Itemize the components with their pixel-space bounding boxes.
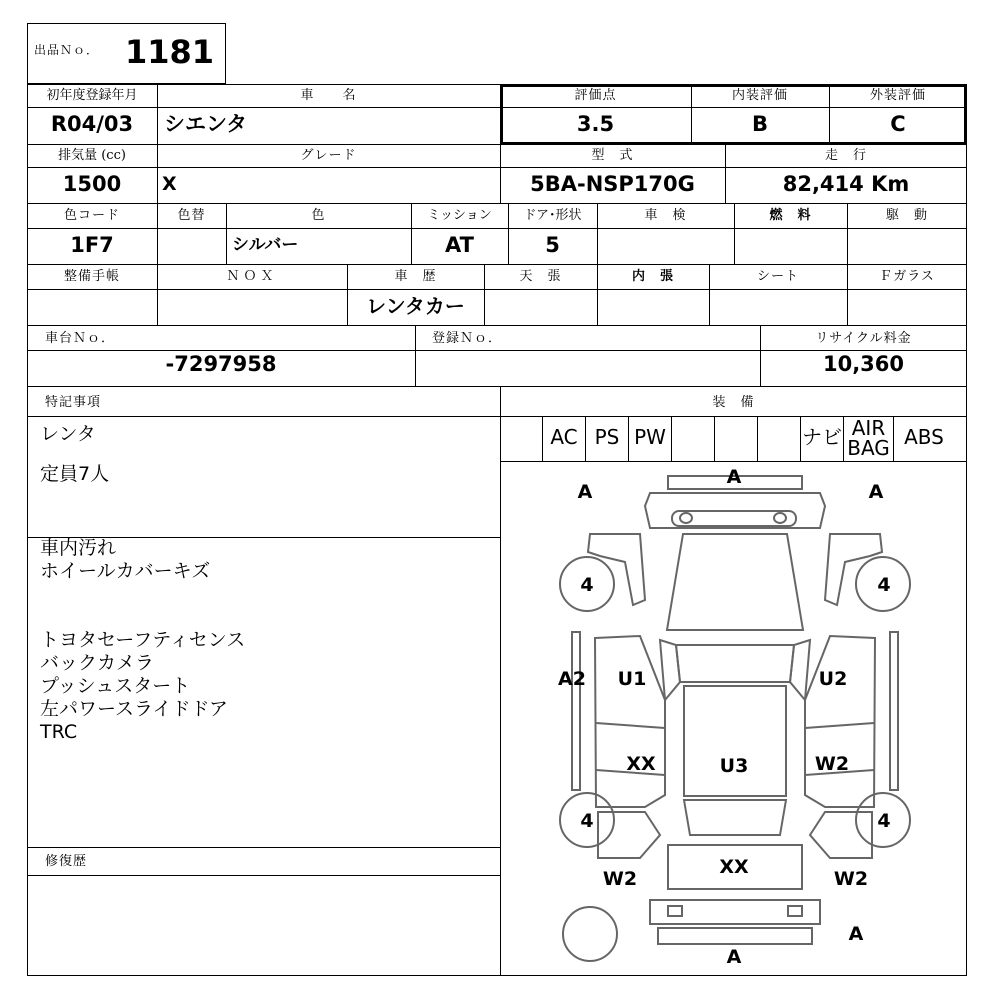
model-value: 5BA-NSP170G (530, 172, 695, 196)
service-book-label: 整備手帳 (63, 269, 120, 284)
exterior-score-label: 外装評価 (869, 88, 926, 103)
equipment-cell (672, 416, 715, 461)
mark-tire-fl: 4 (580, 574, 594, 596)
special-note-1: レンタ (40, 423, 96, 445)
repair-history-label: 修復歴 (45, 854, 88, 869)
car-name-value: シエンタ (164, 112, 248, 136)
grade-value: X (162, 173, 177, 195)
equipment-row (500, 416, 967, 461)
special-note-line: トヨタセーフティセンス (40, 629, 246, 651)
car-damage-diagram (500, 461, 966, 975)
equipment-cell: ナビ (801, 416, 844, 461)
special-note-line: TRC (40, 721, 78, 743)
color-label: 色 (311, 208, 326, 223)
mark-roof: U3 (719, 755, 749, 777)
displacement-value: 1500 (62, 172, 122, 196)
equipment-cell (715, 416, 758, 461)
drive-label: 駆 動 (885, 208, 928, 223)
rear-window-outline (684, 800, 786, 835)
color-code-value: 1F7 (70, 233, 114, 257)
history-value: レンタカー (366, 294, 465, 318)
transmission-label: ミッション (427, 208, 492, 223)
recycle-label: リサイクル料金 (815, 331, 912, 346)
mark-pillar-left: A2 (558, 668, 586, 690)
equipment-cell: ABS (904, 425, 944, 449)
interior-trim-label: 内 張 (631, 269, 674, 284)
mark-rear-glass: XX (719, 856, 749, 878)
equipment-cell: PS (586, 416, 629, 461)
interior-score-label: 内装評価 (731, 88, 788, 103)
mileage-label: 走 行 (824, 148, 867, 163)
reg-no-label: 登録Ｎｏ． (432, 331, 503, 346)
mileage-value: 82,414 Km (782, 172, 910, 196)
car-name-label: 車 名 (300, 88, 357, 103)
special-note-line: プッシュスタート (40, 675, 191, 697)
mark-right-rear-door: W2 (814, 753, 850, 775)
mark-rear-right-fender: W2 (833, 868, 869, 890)
mark-tire-rl: 4 (580, 810, 594, 832)
model-label: 型 式 (591, 148, 634, 163)
color-code-label: 色コード (63, 208, 120, 223)
doors-value: 5 (545, 233, 560, 257)
mark-tire-rr: 4 (877, 810, 891, 832)
first-reg-label: 初年度登録年月 (46, 88, 138, 103)
spare-tire (563, 907, 617, 961)
equipment-cell: AIR BAG (844, 416, 894, 461)
left-side-outline (595, 636, 665, 807)
special-note-line: バックカメラ (40, 652, 155, 674)
hood-outline (667, 534, 803, 630)
equipment-cell: AC (543, 416, 586, 461)
history-label: 車 歴 (394, 269, 437, 284)
first-reg-value: R04/03 (50, 112, 134, 136)
mark-front-right-corner: A (868, 481, 884, 503)
displacement-label: 排気量 (cc) (58, 148, 126, 163)
color-value: シルバー (232, 235, 299, 255)
inspection-label: 車 検 (644, 208, 687, 223)
special-note-line: ホイールカバーキズ (40, 560, 211, 582)
equipment-cell: PW (629, 416, 672, 461)
score-value: 3.5 (576, 112, 615, 136)
doors-label: ドア･形状 (523, 208, 582, 223)
special-note-line: 車内汚れ (40, 537, 117, 559)
fuel-label: 燃 料 (769, 208, 812, 223)
special-note-2: 定員7人 (40, 463, 110, 485)
equipment-label: 装 備 (712, 395, 755, 410)
right-side-outline (805, 636, 875, 807)
equipment-cell (758, 416, 801, 461)
grade-label: グレード (300, 148, 357, 163)
mark-front-bumper: A (726, 466, 742, 488)
sunroof-label: 天 張 (519, 269, 562, 284)
mark-left-slide-door: XX (626, 753, 656, 775)
nox-label: ＮＯＸ (226, 269, 278, 284)
chassis-value: -7297958 (165, 352, 277, 376)
repaint-label: 色替 (177, 208, 206, 223)
mark-tire-fr: 4 (877, 574, 891, 596)
mark-glass-right-front: U2 (818, 668, 848, 690)
interior-score-value: B (751, 112, 768, 136)
exterior-score-value: C (890, 112, 906, 136)
mark-rear-left-fender: W2 (602, 868, 638, 890)
lot-number-value: 1181 (125, 33, 215, 71)
rear-bumper-outline (650, 900, 820, 924)
lot-number-label: 出品Ｎｏ． (34, 43, 100, 57)
mark-rear-bumper: A (726, 946, 742, 968)
equipment-cell (500, 416, 543, 461)
special-note-line: 左パワースライドドア (40, 698, 228, 720)
score-label: 評価点 (574, 88, 617, 103)
chassis-label: 車台Ｎｏ． (45, 331, 116, 346)
special-notes-label: 特記事項 (45, 395, 102, 410)
mark-rear-right-corner: A (848, 923, 864, 945)
recycle-value: 10,360 (822, 352, 905, 376)
transmission-value: AT (445, 233, 474, 257)
mark-glass-left-front: U1 (617, 668, 647, 690)
roof-outline (684, 686, 786, 796)
mark-front-left-corner: A (577, 481, 593, 503)
seat-label: シート (756, 269, 799, 284)
windshield-outline (676, 645, 794, 682)
f-glass-label: Ｆガラス (879, 269, 935, 284)
